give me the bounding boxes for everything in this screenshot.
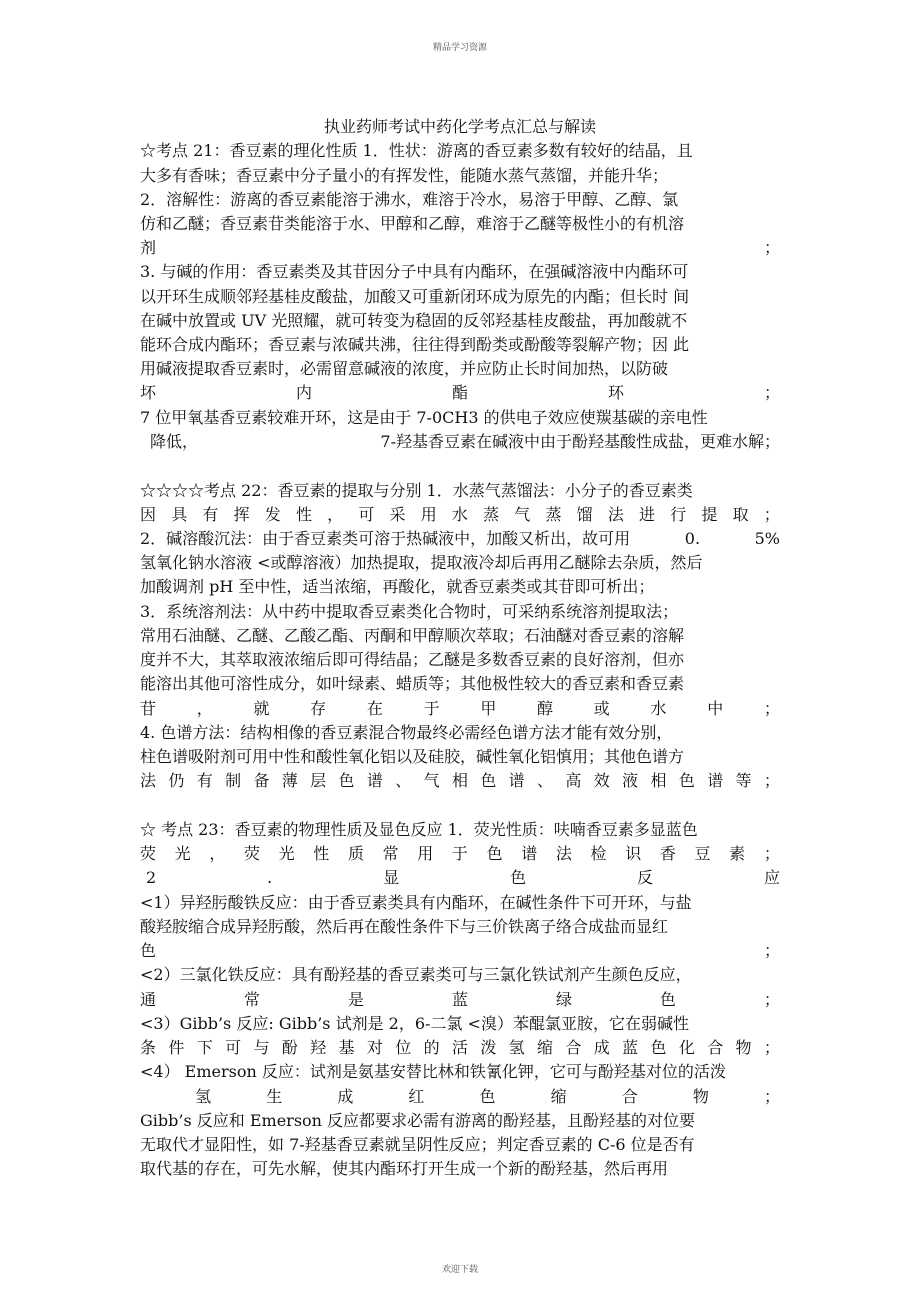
text-token: 蓝 (622, 1038, 639, 1057)
text-token: 应 (763, 868, 780, 887)
text-token: 基 (338, 1038, 355, 1057)
text-token: 具 (171, 505, 188, 524)
text-token: 在 (366, 699, 383, 718)
text-line (140, 769, 780, 792)
text-token: 是 (347, 990, 364, 1009)
text-token: 对 (366, 1038, 383, 1057)
text-token: 谱 (707, 771, 724, 790)
text-token: 合 (707, 1038, 724, 1057)
text-token: 质 (347, 844, 364, 863)
text-token: 馏 (576, 505, 593, 524)
text-token: 仍 (168, 771, 185, 790)
text-token: 取 (732, 505, 749, 524)
text-line: 7 位甲氧基香豆素较难开环，这是由于 7-0CH3 的供电子效应使羰基碳的亲电性 (140, 408, 708, 427)
text-token: 坏 (140, 383, 157, 402)
text-token: 常 (382, 844, 399, 863)
text-token: 水 (650, 699, 667, 718)
text-token: 存 (310, 699, 327, 718)
text-token: 谱 (508, 771, 525, 790)
text-token: ， (327, 505, 344, 524)
text-token: ； (763, 990, 780, 1009)
text-line: 以开环生成顺邻羟基桂皮酸盐，加酸又可重新闭环成为原先的内酯；但长时 间 (140, 287, 690, 306)
text-token: 色 (480, 771, 497, 790)
text-line: 无取代才显阳性，如 7-羟基香豆素就呈阴性反应；判定香豆素的 C-6 位是否有 (140, 1135, 695, 1154)
text-token: 行 (670, 505, 687, 524)
text-token: 就 (253, 699, 270, 718)
text-token: 剂 (140, 238, 157, 257)
text-token: 0. (684, 529, 701, 548)
text-token: 降低， (150, 432, 199, 451)
text-token: 因 (140, 505, 157, 524)
text-token: 通 (140, 990, 157, 1009)
text-token: 性 (295, 505, 312, 524)
text-token: 水 (451, 505, 468, 524)
text-line: 能环合成内酯环；香豆素与浓碱共沸，往往得到酚类或酚酸等裂解产物；因 此 (140, 335, 690, 354)
text-token: 于 (423, 699, 440, 718)
text-token: 蒸 (545, 505, 562, 524)
text-line: 仿和乙醚；香豆素苷类能溶于水、甲醇和乙醇，难溶于乙醚等极性小的有机溶 (140, 214, 685, 233)
text-token: 2 (146, 868, 157, 887)
text-line: ☆考点 21：香豆素的理化性质 1．性状：游离的香豆素多数有较好的结晶，且 (140, 141, 693, 160)
text-line: ☆ 考点 23：香豆素的物理性质及显色反应 1．荧光性质：呋喃香豆素多显蓝色 (140, 820, 698, 839)
text-token: 氢 (195, 1087, 212, 1106)
text-token: 荧 (243, 844, 260, 863)
text-line (140, 988, 780, 1011)
page-header: 精品学习资源 (432, 43, 487, 53)
text-token: 效 (593, 771, 610, 790)
text-token: 挥 (233, 505, 250, 524)
text-token: 反 (637, 868, 654, 887)
text-token: ， (196, 699, 213, 718)
text-token: 识 (625, 844, 642, 863)
text-token: ； (763, 844, 780, 863)
text-token: 蓝 (451, 990, 468, 1009)
text-token: 中 (707, 699, 724, 718)
text-line: 能溶出其他可溶性成分，如叶绿素、蜡质等；其他极性较大的香豆素和香豆素 (140, 674, 685, 693)
text-token: 色 (479, 1087, 496, 1106)
text-line: <2）三氯化铁反应：具有酚羟基的香豆素类可与三氯化铁试剂产生颜色反应， (140, 965, 692, 984)
text-token: 位 (395, 1038, 412, 1057)
text-line: 柱色谱吸附剂可用中性和酸性氧化铝以及硅胶，碱性氧化铝慎用；其他色谱方 (140, 747, 685, 766)
text-token: 气 (423, 771, 440, 790)
text-token: 与 (253, 1038, 270, 1057)
text-line: 加酸调剂 pH 至中性，适当浓缩，再酸化，就香豆素类或其苷即可析出； (140, 577, 655, 596)
text-token: 色 (338, 771, 355, 790)
text-token: 5% (754, 529, 780, 548)
text-line: <3）Gibb’s 反应: Gibb’s 试剂是 2，6-二氯 <溴）苯醌氯亚胺，它在弱碱性 (140, 1014, 689, 1033)
text-line: 酸羟胺缩合成异羟肟酸，然后再在酸性条件下与三价铁离子络合成盐而显红 (140, 917, 669, 936)
text-token: 相 (451, 771, 468, 790)
text-line (140, 1085, 780, 1108)
text-token: 采 (389, 505, 406, 524)
text-token: 合 (565, 1038, 582, 1057)
text-token: 色 (486, 844, 503, 863)
text-token: 生 (266, 1087, 283, 1106)
text-token: 或 (593, 699, 610, 718)
text-token: 环 (607, 383, 624, 402)
page-footer: 欢迎下载 (441, 1265, 478, 1275)
text-token: ， (209, 844, 226, 863)
text-line (140, 939, 780, 962)
text-token: 物 (735, 1038, 752, 1057)
text-token: 色 (510, 868, 527, 887)
text-token: 2．碱溶酸沉法：由于香豆素类可溶于热碱液中，加酸又析出，故可用 (140, 529, 631, 548)
text-token: 薄 (281, 771, 298, 790)
text-token: 的 (423, 1038, 440, 1057)
text-token: 可 (225, 1038, 242, 1057)
text-line: 3. 与碱的作用：香豆素类及其苷因分子中具有内酯环，在强碱溶液中内酯环可 (140, 262, 689, 281)
text-line: 用碱液提取香豆素时，必需留意碱液的浓度，并应防止长时间加热，以防破 (140, 359, 669, 378)
text-token: 蒸 (483, 505, 500, 524)
text-token: 色 (678, 771, 695, 790)
text-token: 有 (202, 505, 219, 524)
text-token: 等 (735, 771, 752, 790)
text-line: 大多有香味；香豆素中分子量小的有挥发性，能随水蒸气蒸馏，并能升华； (140, 166, 669, 185)
text-token: 发 (264, 505, 281, 524)
text-token: 制 (225, 771, 242, 790)
text-line (140, 842, 780, 865)
text-token: 、 (537, 771, 554, 790)
text-token: 性 (313, 844, 330, 863)
text-token: 泼 (480, 1038, 497, 1057)
text-token: 常 (243, 990, 260, 1009)
text-token: 化 (678, 1038, 695, 1057)
text-token: ； (763, 505, 780, 524)
text-token: 气 (514, 505, 531, 524)
text-token: 甲 (480, 699, 497, 718)
text-token: 下 (196, 1038, 213, 1057)
text-token: 羟 (310, 1038, 327, 1057)
text-line: ☆☆☆☆考点 22：香豆素的提取与分别 1．水蒸气蒸馏法：小分子的香豆素类 (140, 481, 693, 500)
text-line: Gibb’s 反应和 Emerson 反应都要求必需有游离的酚羟基，且酚羟基的对位要 (140, 1111, 696, 1130)
text-line: 度并不大，其萃取液浓缩后即可得结晶；乙醚是多数香豆素的良好溶剂，但亦 (140, 650, 685, 669)
text-token: ； (763, 941, 780, 960)
text-token: 件 (168, 1038, 185, 1057)
text-token: 检 (590, 844, 607, 863)
text-line (150, 430, 780, 453)
text-token: ； (763, 238, 780, 257)
text-token: 合 (621, 1087, 638, 1106)
text-token: 用 (420, 505, 437, 524)
text-line (146, 866, 780, 889)
text-token: ； (763, 1038, 780, 1057)
text-token: 法 (555, 844, 572, 863)
text-line: 3．系统溶剂法：从中药中提取香豆素类化合物时，可采纳系统溶剂提取法； (140, 602, 679, 621)
text-token: 液 (622, 771, 639, 790)
text-token: 成 (593, 1038, 610, 1057)
text-token: 于 (451, 844, 468, 863)
text-token: 光 (278, 844, 295, 863)
text-token: 物 (692, 1087, 709, 1106)
text-token: 光 (174, 844, 191, 863)
text-token: 内 (295, 383, 312, 402)
text-token: 高 (565, 771, 582, 790)
text-token: 醇 (537, 699, 554, 718)
text-token: 进 (639, 505, 656, 524)
text-line: 氢氧化钠水溶液 <或醇溶液）加热提取，提取液冷却后再用乙醚除去杂质，然后 (140, 553, 703, 572)
text-token: 色 (650, 1038, 667, 1057)
text-token: 缩 (550, 1087, 567, 1106)
text-token: 色 (140, 941, 157, 960)
text-token: 活 (451, 1038, 468, 1057)
text-line: 取代基的存在，可先水解，使其内酯环打开生成一个新的酚羟基，然后再用 (140, 1159, 669, 1178)
text-token: 用 (417, 844, 434, 863)
text-token: ； (763, 1087, 780, 1106)
text-token: 有 (196, 771, 213, 790)
text-token: 条 (140, 1038, 157, 1057)
text-token: 豆 (694, 844, 711, 863)
text-line: 2．溶解性：游离的香豆素能溶于沸水，难溶于冷水，易溶于甲醇、乙醇、氯 (140, 190, 679, 209)
text-token: 显 (383, 868, 400, 887)
text-line (140, 503, 780, 526)
text-token: . (267, 868, 273, 887)
text-line: 4. 色谱方法：结构相像的香豆素混合物最终必需经色谱方法才能有效分别， (140, 723, 673, 742)
text-token: 谱 (366, 771, 383, 790)
text-token: 谱 (521, 844, 538, 863)
text-line: <4） Emerson 反应：试剂是氨基安替比林和铁氰化钾，它可与酚羟基对位的活泼 (140, 1062, 726, 1081)
text-line: 常用石油醚、乙醚、乙酸乙酯、丙酮和甲醇顺次萃取；石油醚对香豆素的溶解 (140, 626, 685, 645)
text-line (140, 527, 780, 550)
text-line (140, 1036, 780, 1059)
text-token: 素 (729, 844, 746, 863)
text-token: 可 (358, 505, 375, 524)
text-token: 香 (659, 844, 676, 863)
document-title: 执业药师考试中药化学考点汇总与解读 (323, 117, 596, 136)
text-token: ； (763, 383, 780, 402)
text-token: ； (763, 771, 780, 790)
text-token: 酚 (281, 1038, 298, 1057)
text-line (140, 697, 780, 720)
text-token: 缩 (537, 1038, 554, 1057)
text-token: 酯 (451, 383, 468, 402)
text-token: 、 (395, 771, 412, 790)
text-token: 相 (650, 771, 667, 790)
text-token: 苷 (140, 699, 157, 718)
text-line: 在碱中放置或 UV 光照耀，就可转变为稳固的反邻羟基桂皮酸盐，再加酸就不 (140, 311, 688, 330)
text-line (140, 381, 780, 404)
text-token: 层 (310, 771, 327, 790)
text-token: 法 (607, 505, 624, 524)
text-token: 色 (659, 990, 676, 1009)
text-token: 荧 (140, 844, 157, 863)
text-token: 红 (408, 1087, 425, 1106)
text-token: 提 (701, 505, 718, 524)
text-token: 备 (253, 771, 270, 790)
text-token: ； (763, 699, 780, 718)
text-token: 绿 (555, 990, 572, 1009)
text-line: <1）异羟肟酸铁反应：由于香豆素类具有内酯环，在碱性条件下可开环，与盐 (140, 893, 692, 912)
text-token: 法 (140, 771, 157, 790)
text-token: 氢 (508, 1038, 525, 1057)
text-line (140, 236, 780, 259)
text-token: 7-羟基香豆素在碱液中由于酚羟基酸性成盐，更难水解； (380, 432, 780, 451)
text-token: 成 (337, 1087, 354, 1106)
